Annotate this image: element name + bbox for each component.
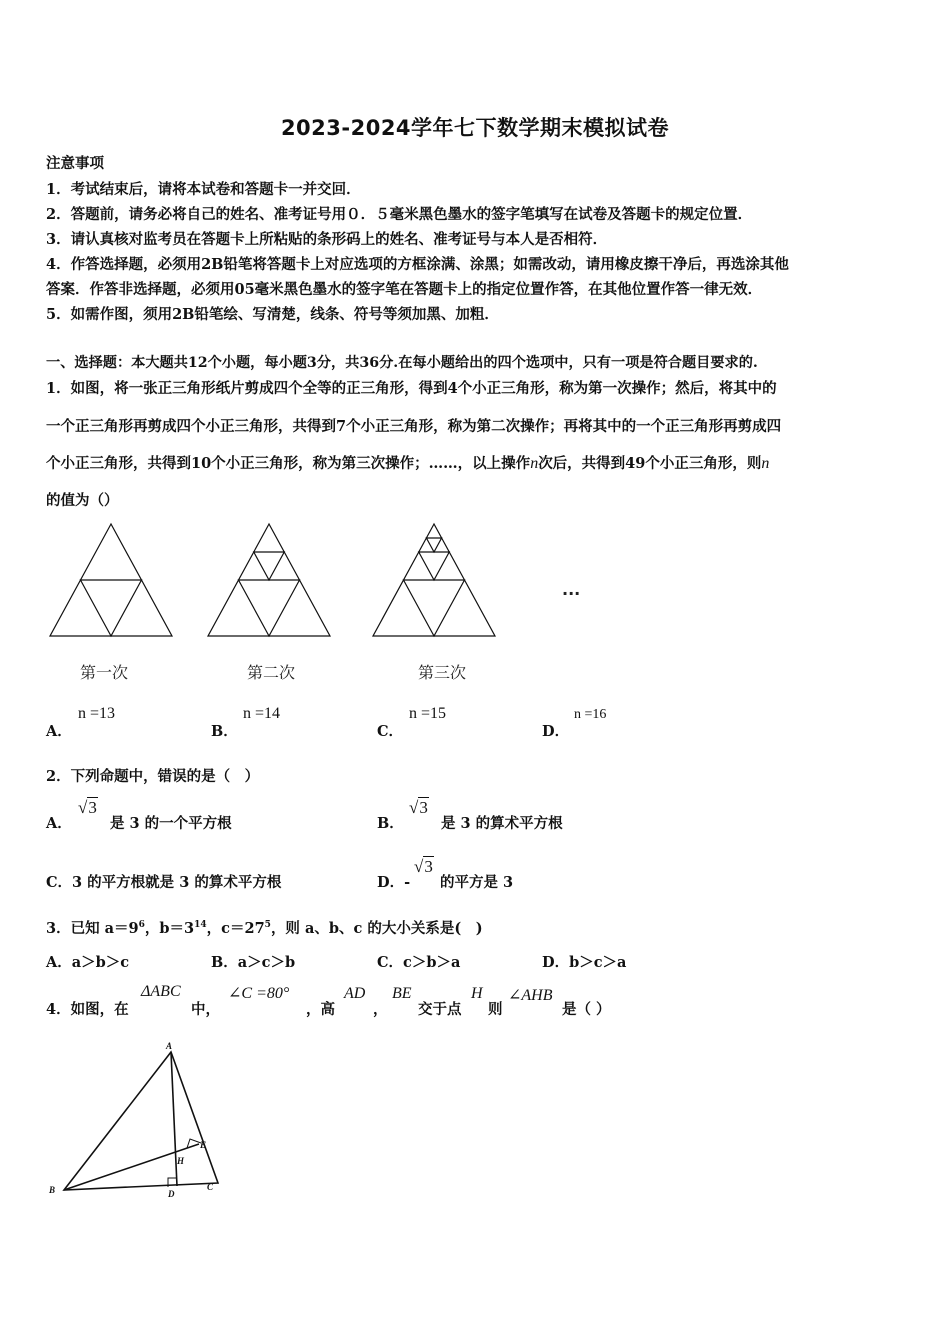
q1-option-a-value: n =13 [78,705,116,722]
fig3-mid-inner-triangle [419,552,450,580]
q1-option-a-letter: A． [46,723,72,740]
q2-option-d-sqrt: √3 [414,857,433,876]
q3-option-a-value: a＞b＞c [71,954,130,971]
q3-option-b-value: a＞c＞b [237,954,296,971]
q3-stem-b: ，b＝3 [144,920,195,937]
q4-mid-1: 中， [191,1001,220,1018]
q2-option-b-text: 是 3 的算术平方根 [441,815,563,832]
q3-stem-c: ，c＝27 [206,920,265,937]
q4-label-a: A [166,1041,173,1051]
q3-option-d [542,951,626,972]
q2-option-a-letter: A． [46,815,72,832]
notice-item-4-cont: 答案．作答非选择题，必须用05毫米黑色墨水的签字笔在答题卡上的指定位置作答，在其他位置作答一律无效． [46,281,763,298]
q1-option-c-letter: C． [377,723,404,740]
notice-item-2: 2．答题前，请务必将自己的姓名、准考证号用０．５毫米黑色墨水的签字笔填写在试卷及答题卡的规定位置． [46,206,753,223]
q1-line-3a: 个小正三角形，共得到10个小正三角形，称为第三次操作；……，以上操作 [46,455,531,472]
q4-triangle: ΔABC [141,983,181,1000]
q1-line-3b: 次后，共得到49个小正三角形，则 [538,455,762,472]
q2-a-radicand: 3 [88,798,97,817]
page-title: 2023-2024学年七下数学期末模拟试卷 [280,116,670,140]
caption-second: 第二次 [247,663,296,682]
q2-option-d-text: 的平方是 3 [440,874,514,891]
q3-stem [46,917,483,938]
q3-option-d-value: b＞c＞a [569,954,627,971]
q4-triangle-figure [44,1040,224,1210]
fig2-inner-triangle [239,580,300,636]
q3-option-c-letter: C． [377,954,404,971]
q4-mid-4: 则 [488,1001,503,1018]
section-heading: 一、选择题：本大题共12个小题，每小题3分，共36分.在每小题给出的四个选项中，只有一项是符合题目要求的. [46,355,758,371]
figure-third-operation [371,522,497,638]
q4-label-e: E [200,1140,207,1150]
q2-option-a-sqrt: √3 [78,798,97,817]
q3-option-c-value: c＞b＞a [403,954,461,971]
figure-first-operation [48,522,174,638]
q2-option-d-letter: D．- [377,874,411,891]
notice-item-5: 5．如需作图，须用2B铅笔绘、写清楚，线条、符号等须加黑、加粗． [46,306,499,323]
notice-item-4: 4．作答选择题，必须用2B铅笔将答题卡上对应选项的方框涂满、涂黑；如需改动，请用橡皮擦干净后，再选涂其他 [46,256,789,273]
q1-option-b-letter: B． [211,723,238,740]
q4-altitude-be [64,1144,199,1190]
notice-heading: 注意事项 [46,155,104,172]
q1-line-3 [46,452,769,473]
q2-option-b-letter: B． [377,815,404,832]
q2-option-c: C．3 的平方根就是 3 的算术平方根 [46,874,282,891]
q1-var-n: n [530,455,539,472]
q4-label-b: B [49,1185,56,1195]
q1-option-b-value: n =14 [243,705,281,722]
q3-stem-d: ，则 a、b、c 的大小关系是( ) [270,920,483,937]
q4-angle-ahb: ∠AHB [508,987,553,1004]
q3-exp-a: 6 [138,920,145,931]
q3-exp-b: 14 [194,920,207,931]
q2-d-radicand: 3 [424,857,433,876]
fig1-inner-triangle [81,580,142,636]
q3-option-b-letter: B． [211,954,238,971]
q3-option-a [46,951,129,972]
q3-option-a-letter: A． [46,954,72,971]
q4-prefix: 4．如图，在 [46,1001,129,1018]
q3-exp-c: 5 [264,920,271,931]
q2-option-b-sqrt: √3 [409,798,428,817]
q4-comma: ， [373,1001,388,1018]
fig3-top-inner-triangle [426,538,441,552]
q1-option-c-value: n =15 [409,705,447,722]
q1-line-1: 1．如图，将一张正三角形纸片剪成四个全等的正三角形，得到4个小正三角形，称为第一次操作；然后，将其中的 [46,380,777,397]
figure-ellipsis: ... [562,580,581,599]
q1-var-n-2: n [761,455,770,472]
q3-stem-a: 3．已知 a＝9 [46,920,139,937]
q4-label-c: C [207,1182,214,1192]
fig3-inner-triangle [404,580,465,636]
q1-option-d-value: n =16 [574,707,607,722]
q3-option-b [211,951,295,972]
q4-ad: AD [344,985,366,1002]
q4-mid-2: ，高 [306,1001,335,1018]
q4-angle-c: ∠C =80° [228,985,290,1002]
q2-option-a-text: 是 3 的一个平方根 [110,815,232,832]
q1-option-d-letter: D． [542,723,570,740]
q4-triangle-abc [64,1052,218,1190]
notice-item-1: 1．考试结束后，请将本试卷和答题卡一并交回． [46,181,361,198]
q4-be: BE [392,985,412,1002]
q1-line-4: 的值为（） [46,492,119,509]
caption-third: 第三次 [418,663,467,682]
q4-label-h: H [177,1156,185,1166]
q4-h: H [471,985,483,1002]
notice-item-3: 3．请认真核对监考员在答题卡上所粘贴的条形码上的姓名、准考证号与本人是否相符． [46,231,608,248]
q1-line-2: 一个正三角形再剪成四个小正三角形，共得到7个小正三角形，称为第二次操作；再将其中的一个正三角形再剪成四 [46,418,782,435]
q4-mid-3: 交于点 [418,1001,462,1018]
q2-b-radicand: 3 [419,798,428,817]
fig2-top-inner-triangle [254,552,285,580]
caption-first: 第一次 [80,663,129,682]
q2-stem: 2．下列命题中，错误的是（ ） [46,768,260,785]
q4-suffix: 是（ ） [562,1001,611,1018]
q4-label-d: D [168,1189,175,1199]
figure-second-operation [206,522,332,638]
q3-option-d-letter: D． [542,954,570,971]
q3-option-c [377,951,460,972]
